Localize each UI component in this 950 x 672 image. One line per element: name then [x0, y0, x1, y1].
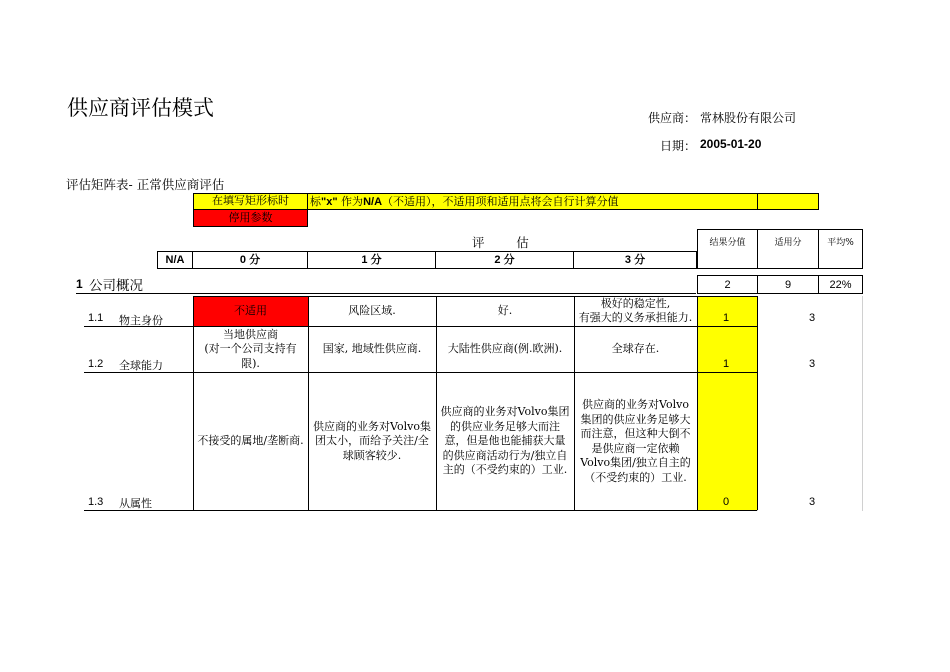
mark-instruction: 标"x" 作为N/A（不适用），不适用项和适用点将会自行计算分值: [308, 193, 758, 210]
row-1-3-result: 0: [723, 496, 730, 508]
row-1-2-score0: 当地供应商 (对一个公司支持有 限).: [204, 327, 297, 370]
row-1-3-result-cell[interactable]: [697, 373, 757, 510]
row-1-3-number: 1.3: [88, 496, 104, 508]
section-number: 1: [76, 277, 83, 291]
scale-1: 1 分: [308, 251, 436, 269]
date-label: 日期：: [660, 139, 697, 153]
row-1-3-score0: 不接受的属地/垄断商.: [197, 434, 304, 448]
scale-na: N/A: [157, 251, 193, 269]
page-title: 供应商评估模式: [67, 96, 214, 120]
grid-line: [193, 296, 194, 510]
grid-line: [862, 296, 863, 511]
section-underline: [76, 293, 696, 294]
row-1-3-applicable: 3: [809, 496, 816, 508]
row-divider: [84, 372, 757, 373]
grid-line: [193, 296, 757, 297]
section-average: 22%: [819, 275, 863, 294]
row-1-1-score3: 极好的稳定性, 有强大的义务承担能力.: [578, 296, 693, 324]
matrix-subtitle: 评估矩阵表- 正常供应商评估: [66, 177, 225, 192]
supplier-value: 常林股份有限公司: [700, 111, 797, 125]
evaluation-heading: 评 估: [472, 235, 529, 250]
average-header: 平均%: [819, 229, 863, 269]
section-name: 公司概况: [89, 278, 143, 294]
row-1-2-applicable: 3: [809, 358, 816, 370]
row-1-2-result: 1: [723, 358, 730, 370]
row-1-2-score1: 国家, 地域性供应商.: [322, 342, 422, 356]
grid-line: [697, 296, 698, 510]
row-1-1-applicable: 3: [809, 312, 816, 324]
row-1-2-score3: 全球存在.: [611, 342, 660, 356]
legend-yellow-swatch: [758, 193, 819, 210]
row-divider: [84, 510, 757, 511]
scale-3: 3 分: [574, 251, 697, 269]
row-1-2-number: 1.2: [88, 358, 104, 370]
row-1-3-label: 从属性: [119, 497, 152, 510]
row-1-3-score3: 供应商的业务对Volvo 集团的供应业务足够大 而注意，但这种大倒不 是供应商一定依赖 Volvo集团/独立自主的 （不受约束的）工业.: [580, 398, 691, 484]
row-1-3-score2: 供应商的业务对Volvo集团 的供应业务足够大而注 意，但是他也能捕获大量 的供应商活动行为/独立自 主的（不受约束的）工业.: [440, 405, 570, 477]
row-divider: [84, 326, 757, 327]
section-applicable: 9: [758, 275, 819, 294]
grid-line: [757, 296, 758, 510]
row-1-1-result: 1: [723, 312, 730, 324]
row-1-1-number: 1.1: [88, 312, 104, 324]
grid-line: [436, 296, 437, 510]
row-1-1-label: 物主身份: [119, 314, 163, 327]
row-1-3-score1: 供应商的业务对Volvo集 团太小，而给予关注/全 球顾客较少.: [313, 419, 431, 462]
scale-0: 0 分: [193, 251, 308, 269]
section-result: 2: [697, 275, 758, 294]
row-1-2-score2: 大陆性供应商(例.欧洲).: [447, 342, 563, 356]
supplier-label: 供应商：: [648, 111, 697, 125]
date-value: 2005-01-20: [700, 137, 762, 151]
row-1-1-score2: 好.: [497, 303, 513, 317]
grid-line: [574, 296, 575, 510]
grid-line: [308, 296, 309, 510]
result-score-header: 结果分值: [697, 229, 758, 269]
disabled-params-swatch: 停用参数: [193, 210, 308, 227]
fill-instruction: 在填写矩形标时: [193, 193, 308, 210]
row-1-2-label: 全球能力: [119, 359, 163, 372]
applicable-score-header: 适用分: [758, 229, 819, 269]
row-1-1-score1: 风险区域.: [348, 303, 396, 317]
scale-2: 2 分: [436, 251, 574, 269]
row-1-1-score0: 不适用: [193, 296, 308, 326]
